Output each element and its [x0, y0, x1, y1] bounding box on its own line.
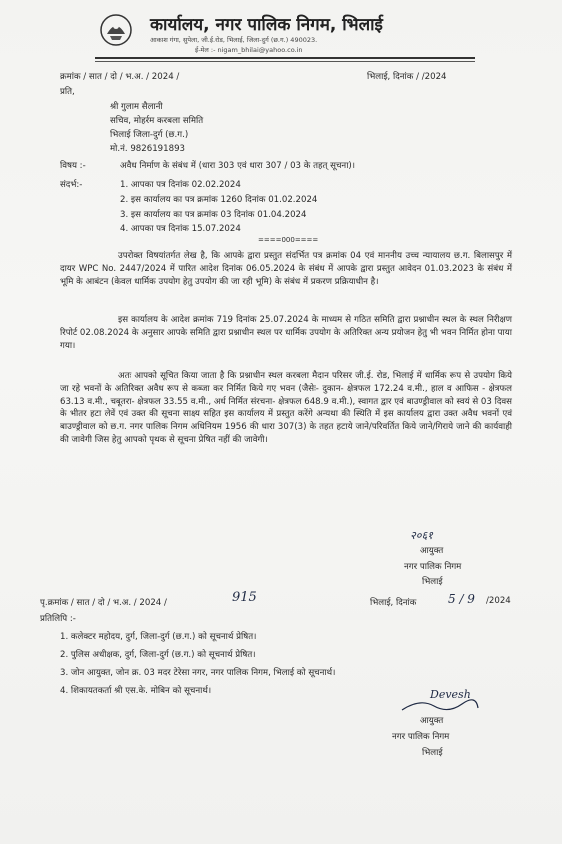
header-rule [95, 57, 475, 59]
signatory-title: आयुक्त [420, 546, 444, 556]
body-paragraph-2 [60, 314, 512, 352]
signature-stroke-icon [400, 696, 480, 714]
copy-label: प्रतिलिपि :- [40, 614, 76, 624]
emblem-icon [98, 12, 134, 48]
references-label: संदर्भ:- [60, 180, 83, 190]
signatory-title-2: आयुक्त [420, 716, 444, 726]
body-paragraph-1 [60, 250, 512, 288]
reference-item: 2. इस कार्यालय का पत्र क्रमांक 1260 दिनांक 01.02.2024 [120, 195, 318, 205]
org-address: आकाश गंगा, सुपेला, जी.ई.रोड, भिलाई, जिला-दुर्ग (छ.ग.) 490023. [150, 36, 318, 44]
copy-item: 4. शिकायतकर्ता श्री एस.के. मोबिन को सूचनार्थ। [60, 686, 212, 696]
signatory-org-2: नगर पालिक निगम [392, 732, 450, 742]
signatory-city-2: भिलाई [422, 748, 443, 758]
copy-ref-number: पृ.क्रमांक / सात / दो / भ.अ. / 2024 / [40, 598, 167, 608]
copy-hand-date: 5 / 9 [448, 592, 475, 606]
body-paragraph-3-text: अतः आपको सूचित किया जाता है कि प्रश्नाधीन स्थल करबला मैदान परिसर जी.ई. रोड, भिलाई में धार्मिक रूप से उपयोग किये जा रहे भवनों के अतिरिक्त अवैध रूप से कब्जा कर निर्मित किये गए भवन (जैसेः- दुकान- क्षेत्रफल 172.24 व.मी., हाल व आफिस - क्षेत्रफल 63.13 व.मी., चबूतरा- क्षेत्रफल 33.55 व.मी., अर्ध निर्मित संरचना- क्षेत्रफल 648.9 व.मी.), स्वागत द्वार एवं बाउण्ड्रीवाल को स्वयं से 03 दिवस के भीतर हटा लेवें एवं उक्त की सूचना साक्ष्य सहित इस कार्यालय में प्रस्तुत करेंगे अन्यथा की स्थिति में इस कार्यालय द्वारा उक्त अवैध भवनों एवं बाउण्ड्रीवाल को छ.ग. नगर पालिक निगम अधिनियम 1956 की धारा 307(3) के तहत हटाये जाने/परिवर्तित किये जाने/गिराये जाने की कार्यवाही की जावेगी जिस हेतु आपको पृथक से सूचना प्रेषित नहीं की जावेगी। [60, 371, 512, 445]
header-rule-thin [95, 61, 475, 62]
org-title: कार्यालय, नगर पालिक निगम, भिलाई [150, 15, 383, 35]
copy-year: /2024 [486, 596, 511, 606]
to-place: भिलाई जिला-दुर्ग (छ.ग.) [110, 130, 189, 140]
reference-item: 4. आपका पत्र दिनांक 15.07.2024 [120, 224, 241, 234]
copy-place-date: भिलाई, दिनांक [370, 598, 417, 608]
signatory-org: नगर पालिक निगम [404, 562, 462, 572]
signature-scrawl: २०६१ [410, 529, 433, 542]
body-paragraph-3 [60, 370, 512, 447]
copy-item: 3. जोन आयुक्त, जोन क्र. 03 मदर टेरेसा नगर, नगर पालिक निगम, भिलाई को सूचनार्थ। [60, 668, 336, 678]
subject-text: अवैध निर्माण के संबंध में (धारा 303 एवं धारा 307 / 03 के तहत् सूचना)। [120, 161, 356, 171]
org-email: ई-मेल :- nigam_bhilai@yahoo.co.in [195, 46, 303, 54]
copy-item: 2. पुलिस अधीक्षक, दुर्ग, जिला-दुर्ग (छ.ग.) को सूचनार्थ प्रेषित। [60, 650, 256, 660]
copy-hand-number: 915 [232, 590, 257, 605]
reference-divider: ====000==== [258, 236, 319, 244]
ref-number: क्रमांक / सात / दो / भ.अ. / 2024 / [60, 72, 180, 82]
signature-scrawl-2: Devesh [430, 688, 471, 701]
ref-date: भिलाई, दिनांक / /2024 [367, 72, 447, 82]
to-mobile: मो.नं. 9826191893 [110, 144, 186, 154]
reference-item: 1. आपका पत्र दिनांक 02.02.2024 [120, 180, 241, 190]
to-label: प्रति, [60, 87, 75, 97]
body-paragraph-2-text: इस कार्यालय के आदेश क्रमांक 719 दिनांक 25.07.2024 के माध्यम से गठित समिति द्वारा प्रश्नाधीन स्थल के स्थल निरीक्षण रिपोर्ट 02.08.2024 के अनुसार आपके समिति द्वारा प्रश्नाधीन स्थल पर धार्मिक उपयोग के अतिरिक्त अन्य प्रयोजन हेतु भी भवन निर्मित होना पाया गया। [60, 315, 512, 351]
to-name: श्री गुलाम सैलानी [110, 102, 163, 112]
reference-item: 3. इस कार्यालय का पत्र क्रमांक 03 दिनांक 01.04.2024 [120, 210, 307, 220]
subject-label: विषय :- [60, 161, 86, 171]
copy-item: 1. कलेक्टर महोदय, दुर्ग, जिला-दुर्ग (छ.ग.) को सूचनार्थ प्रेषित। [60, 632, 257, 642]
body-paragraph-1-text: उपरोक्त विषयांतर्गत लेख है, कि आपके द्वारा प्रस्तुत संदर्भित पत्र क्रमांक 04 एवं माननीय उच्च न्यायालय छ.ग. बिलासपुर में दायर WPC No. 2447/2024 में पारित आदेश दिनांक 06.05.2024 के संबंध में आपके द्वारा प्रस्तुत आवेदन 01.03.2023 के संबंध में भूमि के आबंटन (केवल धार्मिक उपयोग हेतु उपयोग की जा रही भूमि) के संबंध में प्रकरण प्रक्रियाधीन है। [60, 251, 512, 287]
to-designation: सचिव, मोहर्रम करबला समिति [110, 116, 204, 126]
signatory-city: भिलाई [422, 577, 443, 587]
